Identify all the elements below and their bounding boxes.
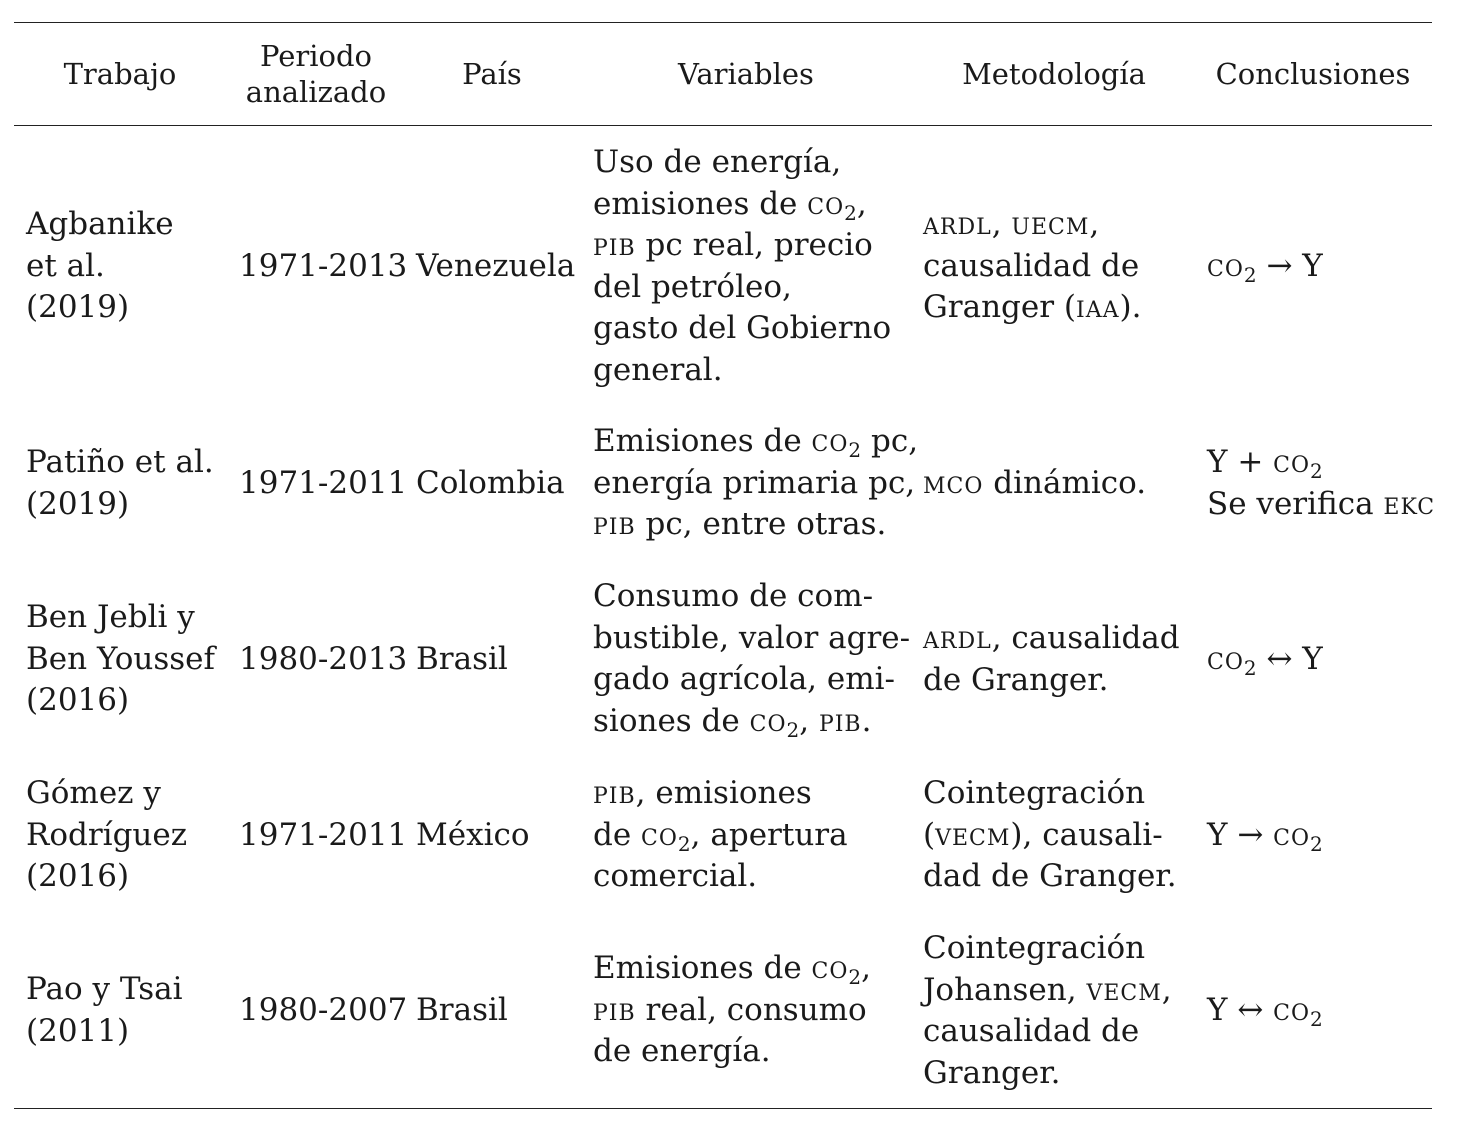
cell-text: general. <box>593 351 723 388</box>
cell-line <box>593 773 848 815</box>
cell-line <box>593 701 910 743</box>
cell-text: bustible, valor agre- <box>593 619 911 656</box>
co2-base: co <box>1273 992 1311 1028</box>
cell-conclusion <box>1207 246 1323 288</box>
co2-base: co <box>811 423 849 459</box>
cell-text: , <box>861 950 872 986</box>
cell-text: Agbanike <box>26 206 174 242</box>
acronym: ekc <box>1383 485 1436 522</box>
cell-text: Ben Youssef <box>26 640 215 677</box>
cell-periodo: 1971-2011 <box>239 817 408 853</box>
cell-line <box>593 184 891 226</box>
cell-text: Gómez y <box>26 775 161 811</box>
cell-metodologia <box>923 773 1177 898</box>
cell-variables <box>593 576 910 742</box>
cell-text: Y ↔ <box>1207 992 1274 1028</box>
header-periodo-line2: analizado <box>245 75 387 109</box>
acronym: iaa <box>1076 289 1120 325</box>
co2-sub: 2 <box>786 717 800 742</box>
cell-text: pc, entre otras. <box>635 506 887 542</box>
cell-text: de <box>593 816 642 853</box>
cell-variables <box>593 142 891 391</box>
cell-line <box>1207 442 1435 484</box>
cell-variables <box>593 948 871 1073</box>
cell-pais: Venezuela <box>416 248 576 284</box>
bottom-rule <box>14 1108 1432 1109</box>
cell-text: Cointegración <box>923 775 1146 811</box>
co2-base: co <box>1207 641 1244 677</box>
acronym: pib <box>593 227 636 263</box>
acronym: pib <box>593 775 636 811</box>
cell-metodologia <box>923 204 1141 329</box>
cell-text: Y + <box>1207 444 1274 480</box>
header-metodologia: Metodología <box>962 57 1146 91</box>
cell-line <box>593 225 891 267</box>
cell-text: siones de <box>593 702 750 739</box>
acronym: uecm <box>1011 206 1090 242</box>
cell-text: ( <box>923 816 936 853</box>
cell-text: causalidad de <box>923 1013 1140 1049</box>
cell-conclusion <box>1207 990 1323 1032</box>
header-trabajo: Trabajo <box>63 57 177 91</box>
cell-text: pc, <box>861 423 919 459</box>
cell-text: (2016) <box>26 858 130 894</box>
co2-sub: 2 <box>1243 656 1257 680</box>
cell-pais: Colombia <box>416 465 565 501</box>
cell-text: Uso de energía, <box>593 144 842 180</box>
cell-line <box>593 815 848 857</box>
cell-line <box>593 990 871 1032</box>
cell-text: Y → <box>1207 817 1274 853</box>
cell-variables <box>593 773 848 898</box>
co2-base: co <box>749 702 787 739</box>
cell-line <box>923 204 1141 246</box>
cell-text: Pao y Tsai <box>26 971 183 1007</box>
cell-line <box>593 504 918 546</box>
top-rule <box>14 22 1432 23</box>
cell-text: Cointegración <box>923 930 1146 966</box>
cell-text: et al. <box>26 247 105 284</box>
acronym: pib <box>593 991 636 1028</box>
cell-text: (2019) <box>26 485 130 522</box>
co2-sub: 2 <box>1310 459 1323 483</box>
cell-text: Ben Jebli y <box>26 599 195 635</box>
co2-base: co <box>1207 248 1244 284</box>
cell-line <box>923 970 1172 1012</box>
cell-line <box>923 287 1141 329</box>
cell-trabajo <box>26 442 214 525</box>
cell-text: dinámico. <box>983 465 1147 501</box>
cell-text: , <box>1161 971 1172 1008</box>
cell-text: , <box>991 206 1012 242</box>
cell-text: gado agrícola, emi- <box>593 661 896 697</box>
cell-line <box>593 948 871 990</box>
cell-conclusion <box>1207 639 1323 681</box>
cell-line <box>593 421 918 463</box>
cell-metodologia <box>923 618 1180 701</box>
cell-conclusion <box>1207 815 1323 857</box>
header-periodo <box>226 38 406 110</box>
cell-pais: Brasil <box>416 641 508 677</box>
acronym: pib <box>818 702 862 739</box>
cell-text: Granger ( <box>923 289 1076 325</box>
cell-metodologia <box>923 463 1146 505</box>
cell-trabajo <box>26 969 183 1052</box>
cell-text: Se verifica <box>1207 485 1384 522</box>
cell-text: , <box>856 185 867 222</box>
cell-periodo: 1971-2011 <box>239 465 408 501</box>
cell-text: gasto del Gobierno <box>593 310 892 346</box>
cell-text: , <box>1089 206 1100 242</box>
cell-text: emisiones de <box>593 185 808 222</box>
header-rule <box>14 125 1432 126</box>
cell-text: ), causali- <box>1010 816 1163 853</box>
cell-text: Emisiones de <box>593 950 812 986</box>
co2-base: co <box>807 185 845 222</box>
header-variables: Variables <box>678 57 814 91</box>
cell-text: del petróleo, <box>593 268 792 305</box>
co2-base: co <box>641 816 678 853</box>
cell-text: ↔ Y <box>1256 641 1323 677</box>
header-conclusiones: Conclusiones <box>1215 57 1411 91</box>
cell-periodo: 1971-2013 <box>239 248 408 284</box>
co2-sub: 2 <box>848 438 862 462</box>
co2-base: co <box>1273 444 1311 480</box>
cell-line <box>923 618 1180 660</box>
cell-line <box>923 815 1177 857</box>
cell-text: (2019) <box>26 289 130 325</box>
cell-text: Rodríguez <box>26 816 188 853</box>
cell-text: → Y <box>1256 248 1323 284</box>
header-pais: País <box>462 57 522 91</box>
cell-text: (2011) <box>26 1012 130 1049</box>
cell-text: Granger. <box>923 1054 1061 1091</box>
co2-base: co <box>811 950 849 986</box>
cell-text: pc real, precio <box>635 227 873 263</box>
acronym: ardl <box>923 620 992 656</box>
acronym: mco <box>923 465 984 501</box>
co2-sub: 2 <box>1243 263 1257 287</box>
cell-text: causalidad de <box>923 247 1140 284</box>
cell-text: Emisiones de <box>593 423 812 459</box>
acronym: pib <box>593 506 636 542</box>
co2-sub: 2 <box>1310 1007 1323 1031</box>
cell-text: , emisiones <box>635 775 812 811</box>
cell-text: ). <box>1119 289 1142 325</box>
acronym: vecm <box>935 816 1011 853</box>
acronym: vecm <box>1086 971 1162 1008</box>
cell-text: real, consumo <box>635 991 867 1028</box>
co2-sub: 2 <box>844 200 857 225</box>
cell-text: Consumo de com- <box>593 578 874 614</box>
cell-text: , <box>799 702 819 739</box>
cell-text: (2016) <box>26 682 130 718</box>
cell-line <box>1207 484 1435 526</box>
cell-text: de energía. <box>593 1033 771 1069</box>
cell-pais: Brasil <box>416 992 508 1028</box>
cell-text: Johansen, <box>923 971 1087 1008</box>
co2-sub: 2 <box>848 965 862 989</box>
co2-sub: 2 <box>677 831 691 856</box>
cell-periodo: 1980-2007 <box>239 992 408 1028</box>
cell-text: energía primaria pc, <box>593 464 916 501</box>
acronym: ardl <box>923 206 992 242</box>
cell-text: , causalidad <box>991 620 1180 656</box>
header-periodo-line1: Periodo <box>260 39 372 73</box>
cell-text: Patiño et al. <box>26 444 214 480</box>
cell-text: . <box>861 702 872 739</box>
co2-base: co <box>1273 817 1311 853</box>
cell-text: dad de Granger. <box>923 858 1177 894</box>
cell-metodologia <box>923 928 1172 1094</box>
cell-trabajo <box>26 773 187 898</box>
co2-sub: 2 <box>1310 832 1323 856</box>
cell-periodo: 1980-2013 <box>239 641 408 677</box>
cell-text: , apertura <box>690 816 848 853</box>
cell-text: de Granger. <box>923 661 1109 698</box>
cell-variables <box>593 421 918 546</box>
cell-pais: México <box>416 817 530 853</box>
cell-trabajo <box>26 597 215 722</box>
cell-trabajo <box>26 204 174 329</box>
cell-conclusion <box>1207 442 1435 525</box>
cell-text: comercial. <box>593 858 758 894</box>
